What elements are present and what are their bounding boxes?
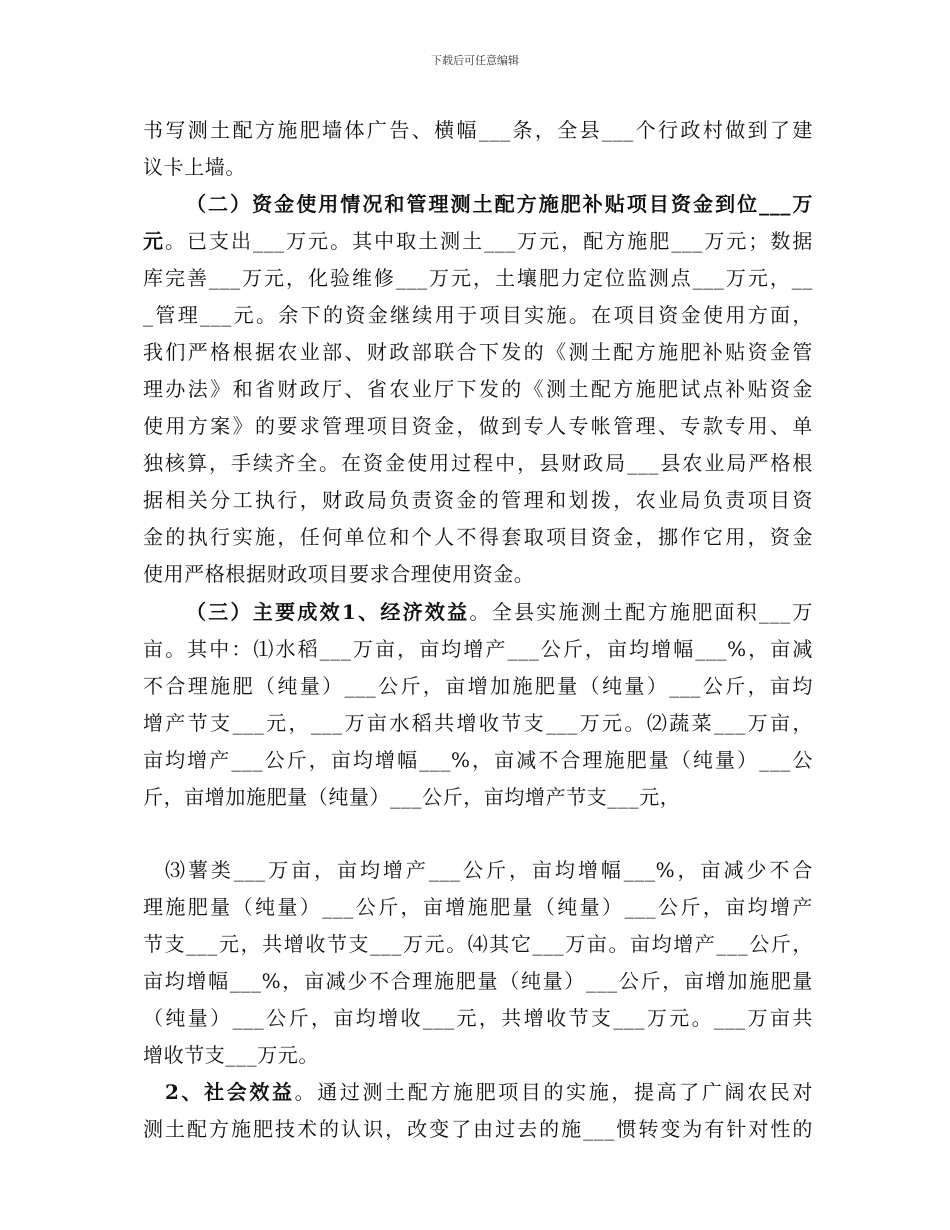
paragraph-results (143, 594, 813, 816)
text-span: 。已支出___万元。其中取土测土___万元，配方施肥___万元；数据 (165, 229, 813, 253)
text-line: 测土配方施肥技术的认识，改变了由过去的施___惯转变为有针对性的 (143, 1117, 813, 1141)
paragraph-publicity (143, 112, 813, 186)
text-line: 亩均增幅___%，亩减少不合理施肥量（纯量）___公斤，亩增加施肥量 (143, 969, 813, 993)
text-line: 议卡上墙。 (143, 155, 246, 179)
text-line: 亩。其中：⑴水稻___万亩，亩均增产___公斤，亩均增幅___%，亩减 (143, 637, 813, 661)
section-heading: （二）资金使用情况和管理测土配方施肥补贴项目资金到位___万 (186, 192, 813, 216)
text-line (143, 594, 813, 631)
text-line: 使用方案》的要求管理项目资金，做到专人专帐管理、专款专用、单 (143, 414, 813, 438)
section-heading: （三）主要成效1、经济效益 (186, 600, 470, 624)
text-line (143, 223, 813, 260)
text-line (143, 186, 813, 223)
text-span: 。全县实施测土配方施肥面积___万 (469, 600, 813, 624)
text-line: 据相关分工执行，财政局负责资金的管理和划拨，农业局负责项目资 (143, 488, 813, 512)
section-heading: 2、社会效益 (165, 1080, 295, 1104)
text-line: 斤，亩增加施肥量（纯量）___公斤，亩均增产节支___元， (143, 785, 681, 809)
text-line: 节支___元，共增收节支___万元。⑷其它___万亩。亩均增产___公斤， (143, 932, 813, 956)
text-span: 。通过测土配方施肥项目的实施，提高了广阔农民对 (294, 1080, 813, 1104)
text-line: 不合理施肥（纯量）___公斤，亩增加施肥量（纯量）___公斤，亩均 (143, 674, 813, 698)
paragraph-tubers-others (143, 852, 813, 1074)
text-line: （纯量）___公斤，亩均增收___元，共增收节支___万元。___万亩共 (143, 1006, 813, 1030)
text-line: 增产节支___元，___万亩水稻共增收节支___万元。⑵蔬菜___万亩， (143, 711, 813, 735)
text-line: 理办法》和省财政厅、省农业厅下发的《测土配方施肥试点补贴资金 (143, 377, 813, 401)
paragraph-funds (143, 186, 813, 593)
section-heading-tail: 元 (143, 229, 165, 253)
text-line: 书写测土配方施肥墙体广告、横幅___条，全县___个行政村做到了建 (143, 118, 813, 142)
text-line: ⑶薯类___万亩，亩均增产___公斤，亩均增幅___%，亩减少不合 (165, 858, 813, 882)
text-line (143, 1074, 813, 1111)
text-line: 库完善___万元，化验维修___万元，土壤肥力定位监测点___万元，__ (143, 266, 813, 290)
text-line: 金的执行实施，任何单位和个人不得套取项目资金，挪作它用，资金 (143, 525, 813, 549)
text-line: 理施肥量（纯量）___公斤，亩增施肥量（纯量）___公斤，亩均增产 (143, 895, 813, 919)
paragraph-social-benefits (143, 1074, 813, 1148)
page-header: 下载后可任意编辑 (431, 54, 519, 67)
text-line: 亩均增产___公斤，亩均增幅___%，亩减不合理施肥量（纯量）___公 (143, 748, 813, 772)
text-line: 使用严格根据财政项目要求合理使用资金。 (143, 562, 535, 586)
text-line: _管理___元。余下的资金继续用于项目实施。在项目资金使用方面， (143, 303, 813, 327)
text-line: 增收节支___万元。 (143, 1043, 319, 1067)
text-line: 独核算，手续齐全。在资金使用过程中，县财政局___县农业局严格根 (143, 451, 813, 475)
text-line: 我们严格根据农业部、财政部联合下发的《测土配方施肥补贴资金管 (143, 340, 813, 364)
